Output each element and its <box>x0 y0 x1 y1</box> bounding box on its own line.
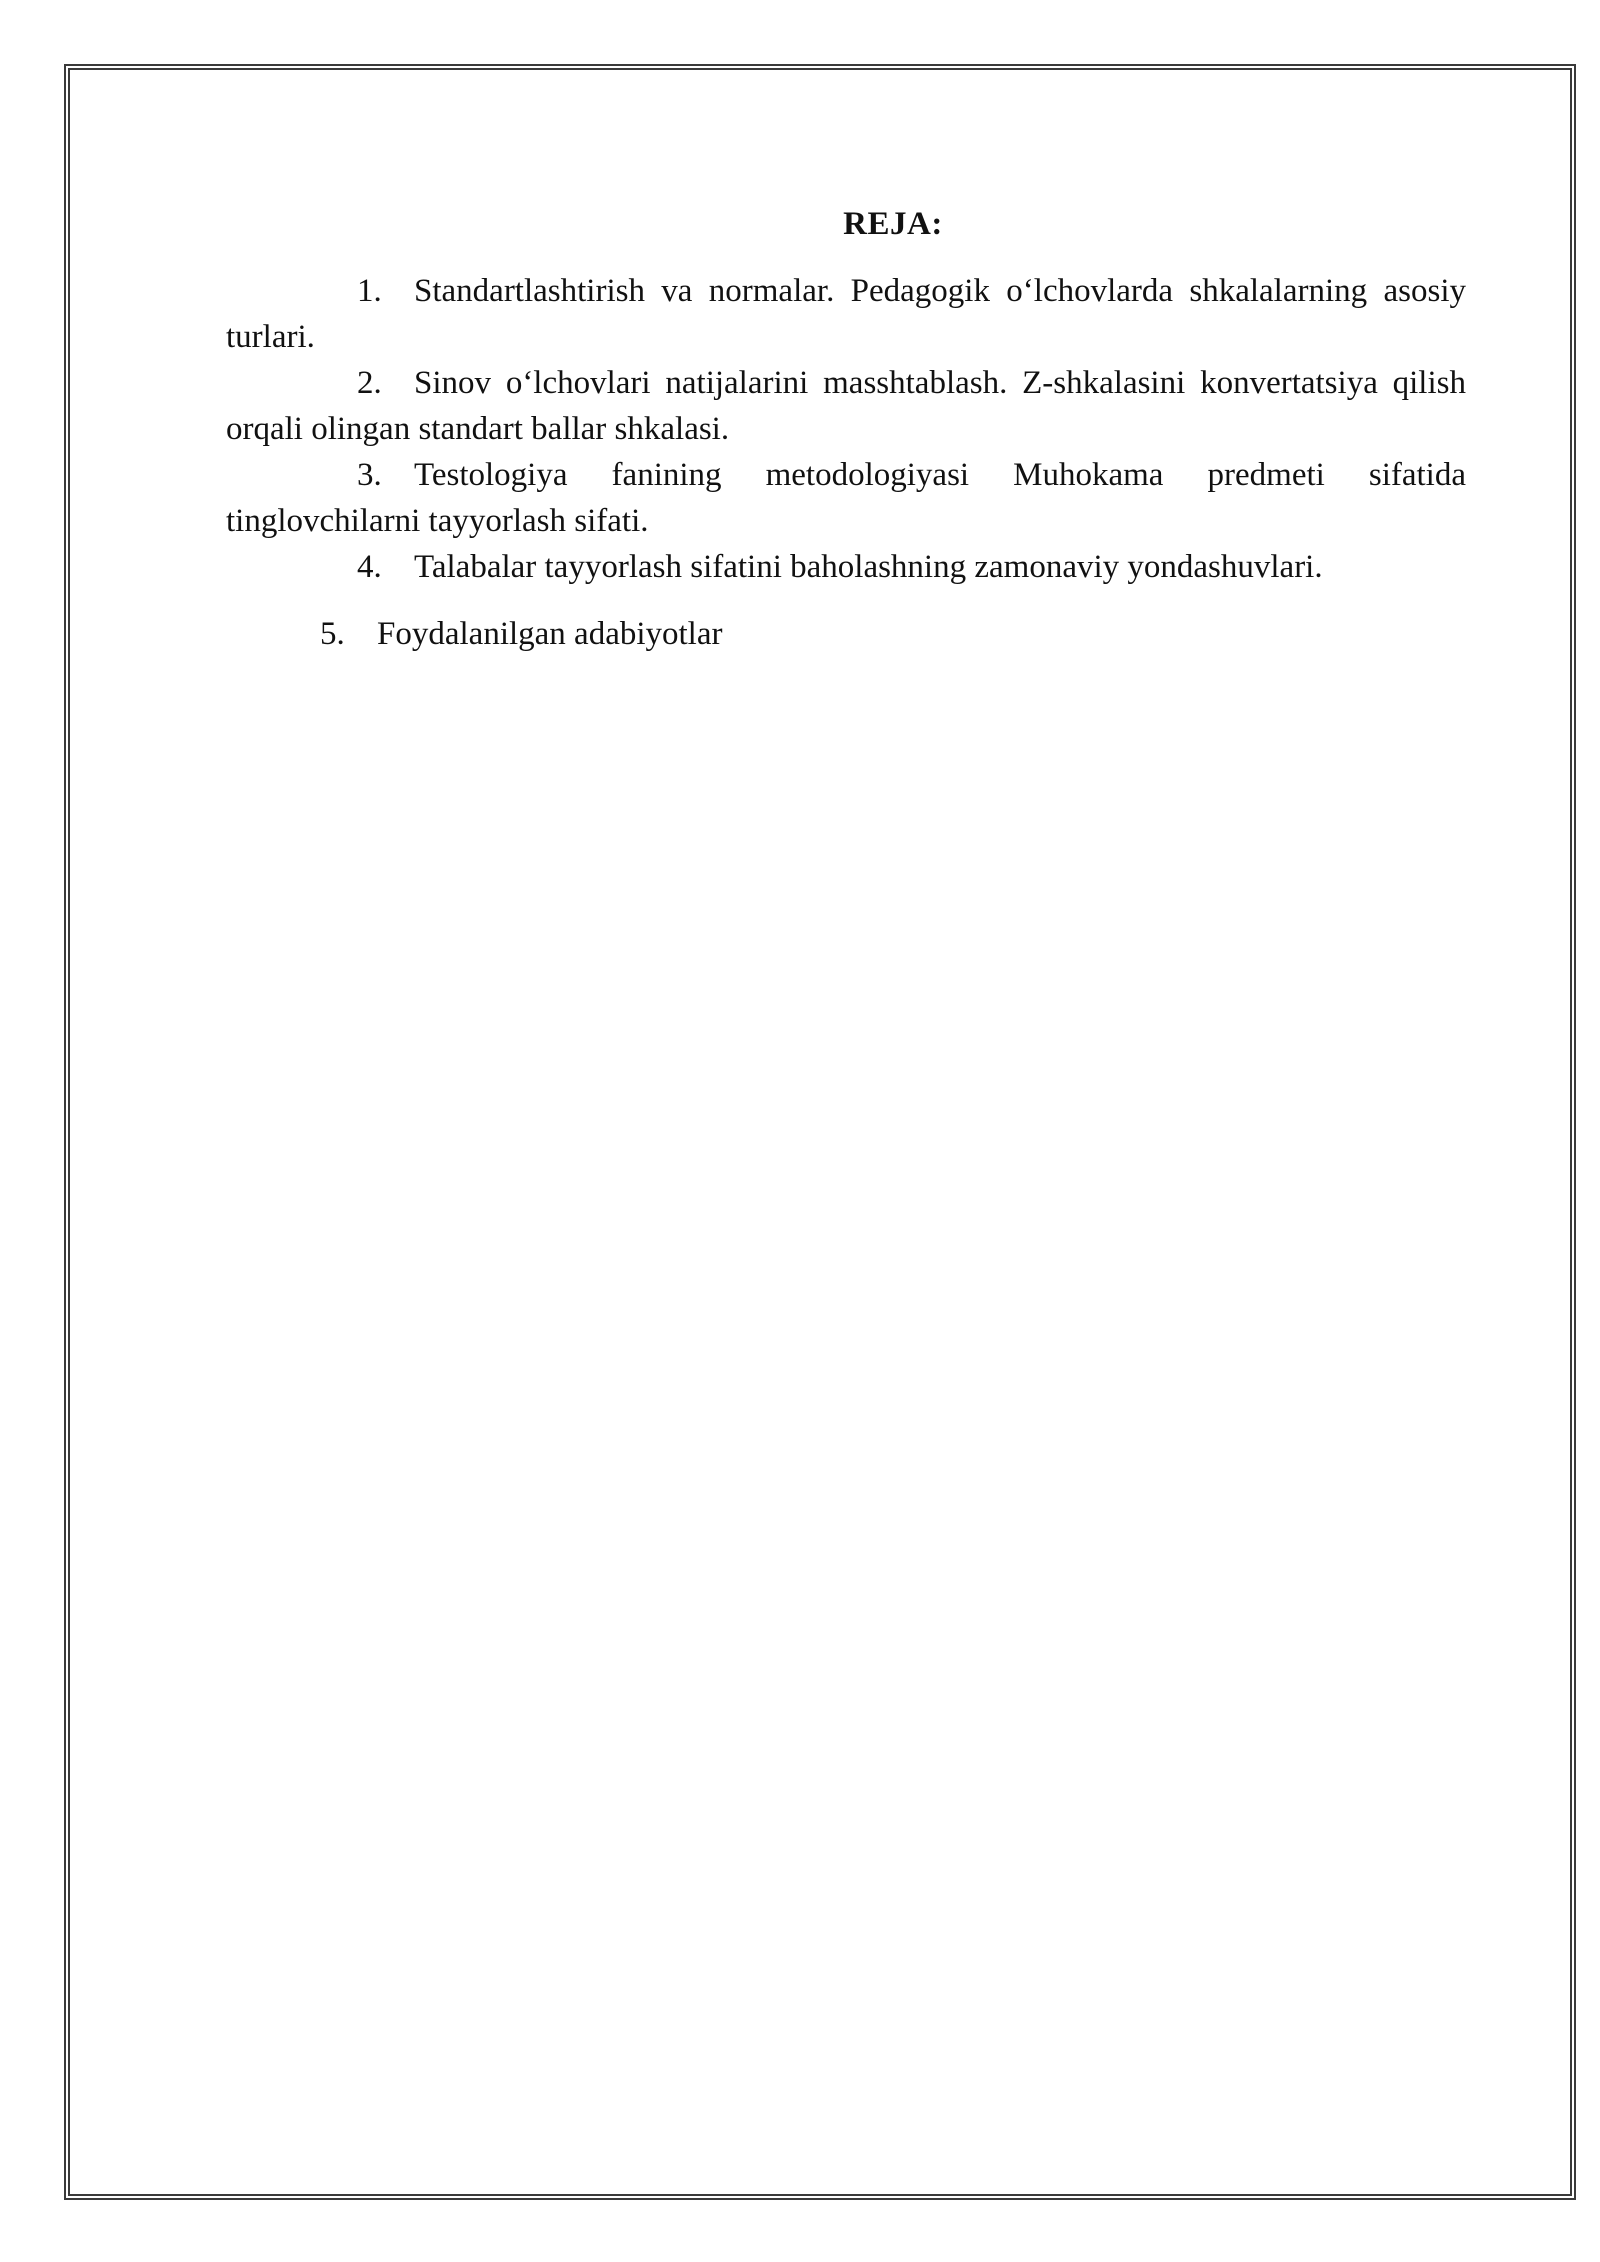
plan-item <box>226 268 1466 360</box>
plan-item <box>226 452 1466 544</box>
plan-item <box>226 611 1466 657</box>
plan-list <box>226 268 1466 657</box>
plan-item-number: 5. <box>320 616 345 652</box>
plan-item <box>226 360 1466 452</box>
plan-item <box>226 544 1466 590</box>
plan-heading: REJA: <box>843 206 943 242</box>
plan-item-number: 4. <box>357 549 382 585</box>
plan-item-text: Standartlashtirish va normalar. Pedagogik o‘lchovlarda shkalalarning asosiy turlari. <box>226 273 1466 355</box>
plan-item-text: Testologiya fanining metodologiyasi Muhokama predmeti sifatida tinglovchilarni tayyorlash sifati. <box>226 457 1466 539</box>
plan-item-text: Talabalar tayyorlash sifatini baholashning zamonaviy yondashuvlari. <box>414 549 1323 585</box>
plan-item-number: 1. <box>357 273 382 309</box>
plan-item-number: 3. <box>357 457 382 493</box>
plan-item-text: Sinov o‘lchovlari natijalarini masshtablash. Z-shkalasini konvertatsiya qilish orqali olingan standart ballar shkalasi. <box>226 365 1466 447</box>
plan-item-text: Foydalanilgan adabiyotlar <box>377 616 723 652</box>
plan-item-number: 2. <box>357 365 382 401</box>
